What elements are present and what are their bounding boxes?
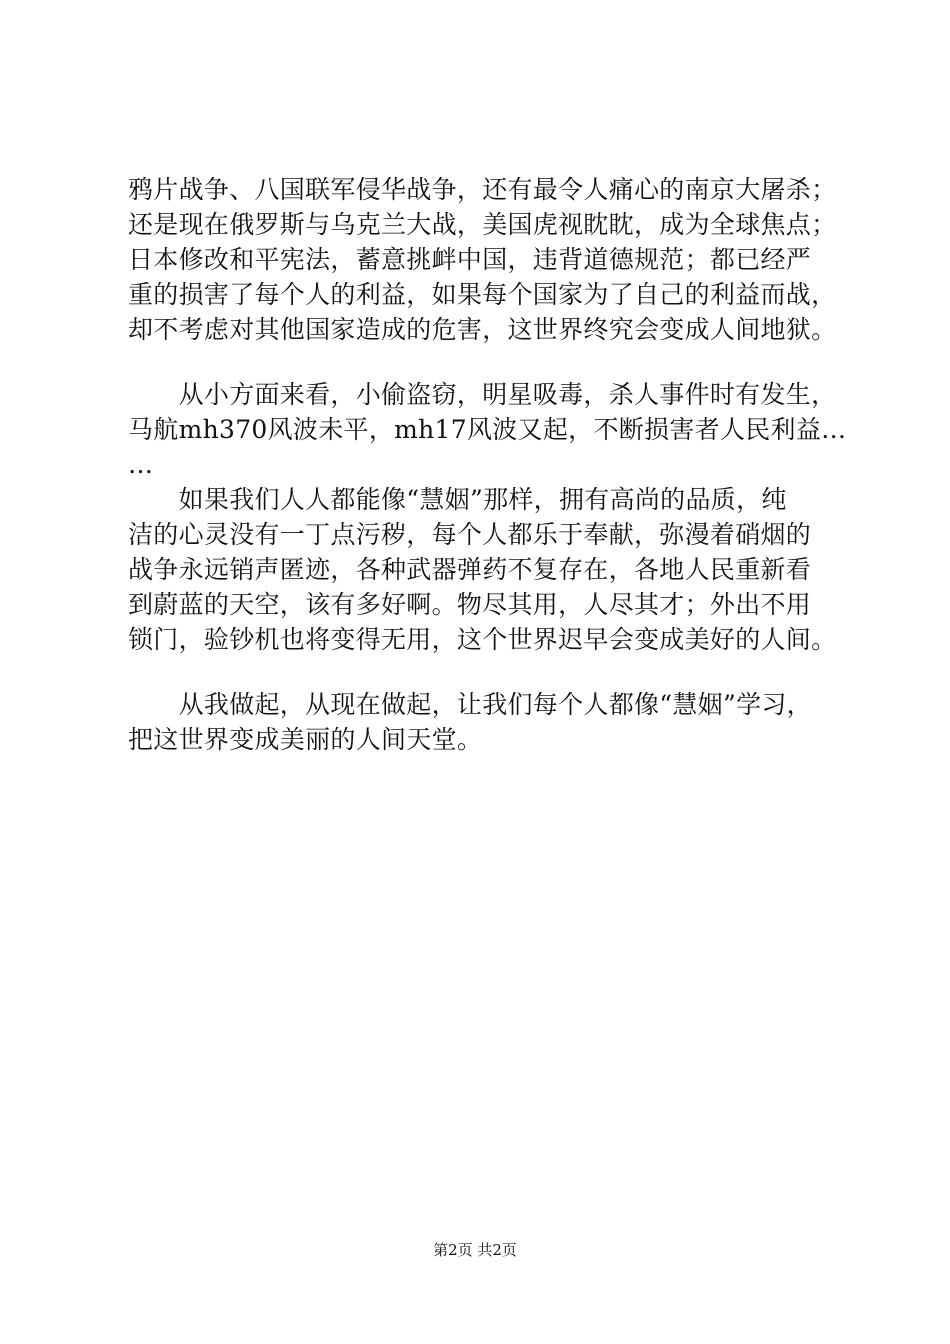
text-line: 把这世界变成美丽的人间天堂。 bbox=[128, 725, 483, 754]
paragraph-gap bbox=[128, 657, 852, 687]
text-line: 马航mh370风波未平，mh17风波又起，不断损害者人民利益… bbox=[128, 415, 847, 444]
text-line: 还是现在俄罗斯与乌克兰大战，美国虎视眈眈，成为全球焦点； bbox=[128, 210, 837, 239]
paragraph bbox=[128, 482, 852, 657]
paragraph-gap bbox=[128, 347, 852, 377]
text-line: 如果我们人人都能像“慧姻”那样，拥有高尚的品质，纯 bbox=[128, 485, 787, 514]
paragraph bbox=[128, 687, 852, 757]
page-footer bbox=[0, 1240, 950, 1260]
text-line: 重的损害了每个人的利益，如果每个国家为了自己的利益而战， bbox=[128, 280, 837, 309]
paragraph bbox=[128, 172, 852, 347]
text-line: 却不考虑对其他国家造成的危害，这世界终究会变成人间地狱。 bbox=[128, 315, 837, 344]
text-line: 洁的心灵没有一丁点污秽，每个人都乐于奉献，弥漫着硝烟的 bbox=[128, 520, 812, 549]
paragraph bbox=[128, 377, 852, 482]
text-line: 从小方面来看，小偷盗窃，明星吸毒，杀人事件时有发生， bbox=[128, 380, 837, 409]
text-line: 战争永远销声匿迹，各种武器弹药不复存在，各地人民重新看 bbox=[128, 555, 812, 584]
text-line: … bbox=[128, 450, 154, 479]
text-line: 鸦片战争、八国联军侵华战争，还有最令人痛心的南京大屠杀； bbox=[128, 175, 837, 204]
text-line: 到蔚蓝的天空，该有多好啊。物尽其用，人尽其才；外出不用 bbox=[128, 590, 812, 619]
document-body bbox=[128, 172, 852, 757]
page-number: 第2页 共2页 bbox=[433, 1241, 517, 1259]
text-line: 从我做起，从现在做起，让我们每个人都像“慧姻”学习， bbox=[128, 690, 812, 719]
text-line: 日本修改和平宪法，蓄意挑衅中国，违背道德规范；都已经严 bbox=[128, 245, 812, 274]
text-line: 锁门，验钞机也将变得无用，这个世界迟早会变成美好的人间。 bbox=[128, 625, 837, 654]
